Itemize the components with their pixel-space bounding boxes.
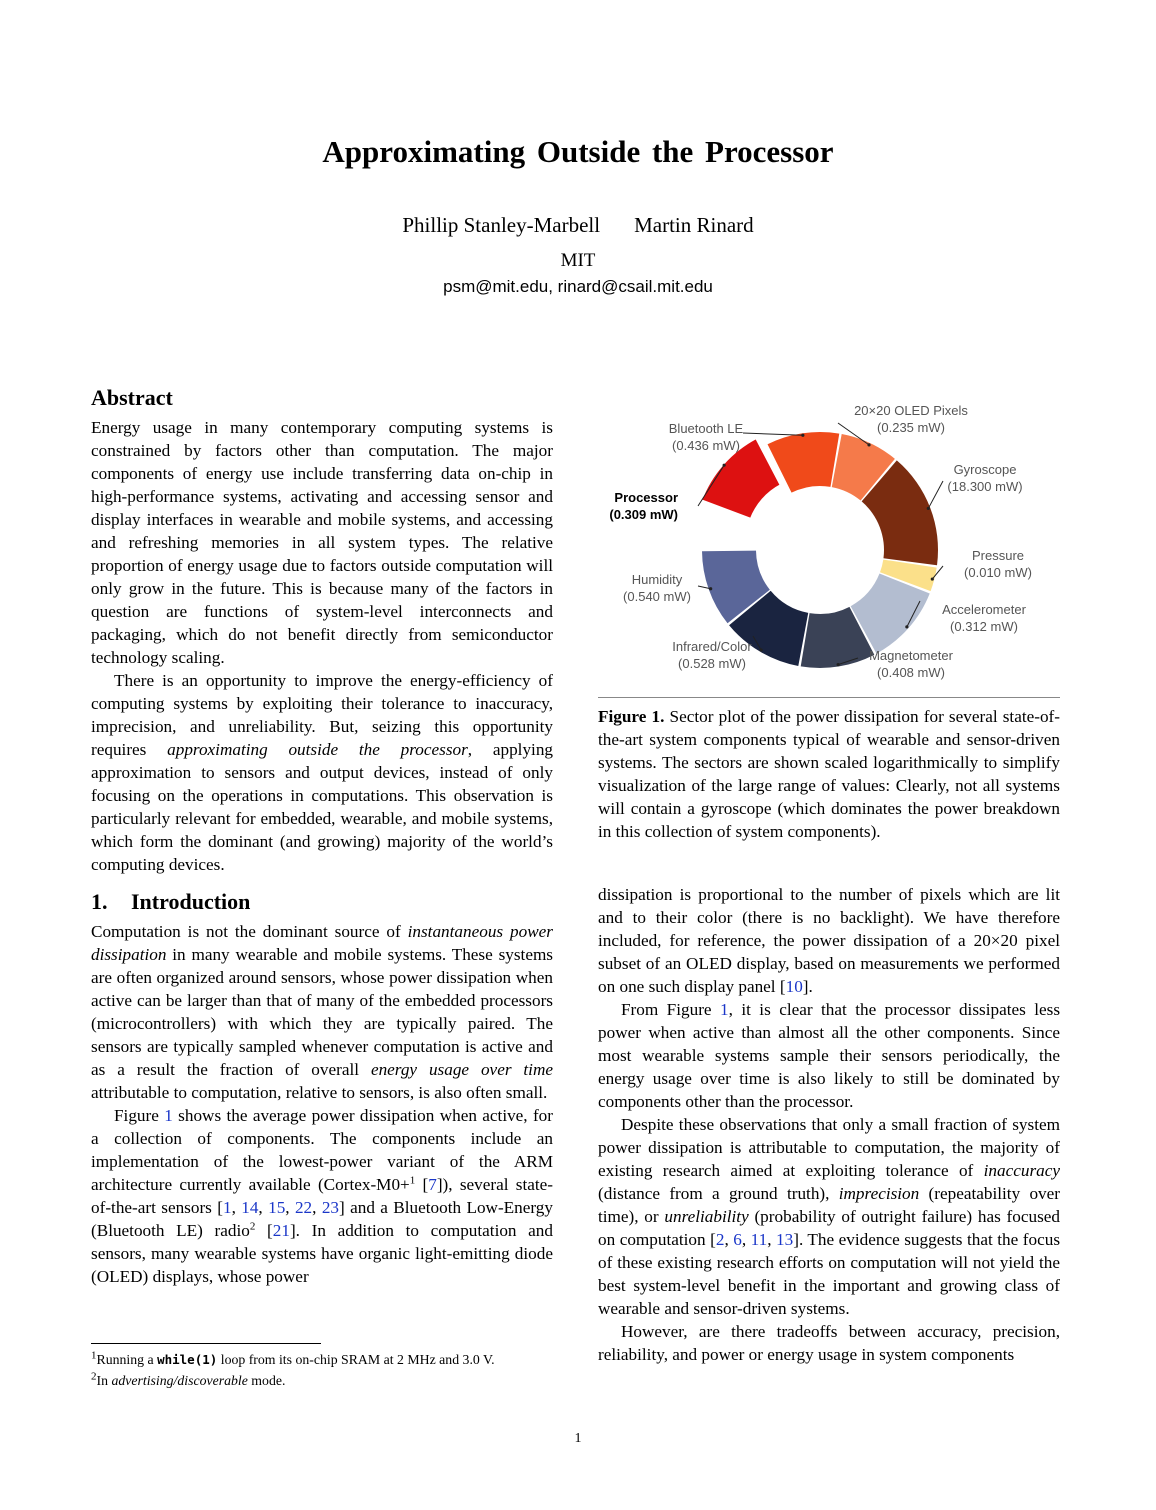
section-heading-introduction: 1. Introduction <box>91 889 251 914</box>
citation-link[interactable]: 22 <box>294 1198 313 1217</box>
citation-link[interactable]: 13 <box>776 1230 794 1249</box>
abstract-heading: Abstract <box>91 385 173 410</box>
body-paragraph: Despite these observations that only a small fraction of system power dissipation is attributable to computation, the majority of existing research aimed at exploiting tolerance of inaccuracy (distance from a ground truth), imprecision (repeatability over time), or unreliability (probability of outright failure) has focused on computation [2, 6, 11, 13]. The evidence suggests that the focus of these existing research efforts on computation will not yield the best system-level benefit in the important and growing class of wearable and sensor-driven systems. <box>598 1115 1061 1318</box>
paper-title: Approximating Outside the Processor <box>322 134 834 169</box>
donut-chart <box>598 396 1060 688</box>
citation-link[interactable]: 21 <box>272 1221 290 1240</box>
leader-dot <box>837 663 840 666</box>
author-emails: psm@mit.edu, rinard@csail.mit.edu <box>443 277 713 296</box>
intro-paragraph: Figure 1 shows the average power dissipation when active, for a collection of components. The components include an implementation of the lowest-power variant of the ARM architecture currently available (Cortex-M0+$^1$ [7]), several state-of-the-art sensors [1, 14, 15, 22, 23] and a Bluetooth Low-Energy (Bluetooth LE) radio$^2$ [21]. In addition to computation and sensors, many wearable systems have organic light-emitting diode (OLED) displays, whose power <box>91 1106 553 1286</box>
figure-caption: Figure 1. Sector plot of the power dissipation for several state-of-the-art system components typical of wearable and sensor-driven systems. The sectors are shown scaled logarithmically to simplify visualization of the large range of values: Clearly, not all systems will contain a gyroscope (which dominates the power breakdown in this collection of system components). <box>598 707 1060 841</box>
left-column <box>91 384 553 1288</box>
leader-dot <box>931 577 934 580</box>
footnote: $^2$In advertising/discoverable mode. <box>91 1370 286 1388</box>
citation-link[interactable]: 6 <box>733 1230 742 1249</box>
author-list <box>0 213 1156 238</box>
figure-1-sector-plot <box>598 396 1060 688</box>
leader-dot <box>723 464 726 467</box>
slice-value-label: (0.408 mW) <box>877 665 945 680</box>
slice-name-label: Infrared/Color <box>672 639 752 654</box>
citation-link[interactable]: 23 <box>321 1198 339 1217</box>
leader-dot <box>905 625 908 628</box>
slice-name-label: Magnetometer <box>869 648 953 663</box>
author-name: Phillip Stanley-Marbell <box>402 213 601 237</box>
citation-link[interactable]: 15 <box>268 1198 286 1217</box>
slice-name-label: Processor <box>614 490 678 505</box>
footnote-marker[interactable]: 2 <box>249 1220 256 1233</box>
slice-value-label: (0.235 mW) <box>877 420 945 435</box>
leader-line <box>743 433 803 435</box>
citation-link[interactable]: 2 <box>715 1230 725 1249</box>
figure-label: Figure 1. <box>598 707 665 726</box>
body-paragraph: From Figure 1, it is clear that the processor dissipates less power when active than almost all the other components. Since most wearable systems sample their sensors periodically, the energy usage over time is also likely to still be dominated by components other than the processor. <box>598 1000 1061 1111</box>
slice-name-label: Accelerometer <box>942 602 1026 617</box>
leader-dot <box>867 443 870 446</box>
figure-rule <box>598 697 1060 698</box>
author-name: Martin Rinard <box>634 213 754 237</box>
footnote-marker[interactable]: 1 <box>409 1174 416 1187</box>
citation-link[interactable]: 11 <box>750 1230 768 1249</box>
slice-value-label: (18.300 mW) <box>947 479 1023 494</box>
page-number: 1 <box>574 1431 582 1446</box>
body-paragraph: However, are there tradeoffs between accuracy, precision, reliability, and power or energy usage in system components <box>598 1322 1060 1364</box>
slice-name-label: Humidity <box>631 572 683 587</box>
footnote-rule <box>91 1343 321 1344</box>
citation-link[interactable]: 1 <box>222 1198 232 1217</box>
footnote: $^1$Running a while(1) loop from its on-chip SRAM at 2 MHz and 3.0 V. <box>91 1349 495 1367</box>
intro-paragraph: Computation is not the dominant source of instantaneous power dissipation in many wearable and mobile systems. These systems are often organized around sensors, whose power dissipation when active can be larger than that of many of the embedded processors (microcontrollers) with which they are typically paired. The sensors are typically sampled whenever computation is active and as a result the fraction of overall energy usage over time attributable to computation, relative to sensors, is also often small. <box>91 922 554 1102</box>
figure-reference-link[interactable]: 1 <box>720 1000 729 1019</box>
figure-reference-link[interactable]: 1 <box>164 1106 173 1125</box>
leader-line <box>928 481 943 508</box>
slice-value-label: (0.528 mW) <box>678 656 746 671</box>
slice-name-label: 20×20 OLED Pixels <box>854 403 968 418</box>
citation-link[interactable]: 14 <box>241 1198 259 1217</box>
right-column <box>598 883 1060 1366</box>
abstract-paragraph: There is an opportunity to improve the energy-efficiency of computing systems by exploiting their tolerance to inaccuracy, imprecision, and unreliability. But, seizing this opportunity requires approximating outside the processor, applying approximation to sensors and output devices, instead of only focusing on the operations in computations. This observation is particularly relevant for embedded, wearable, and mobile systems, which form the dominant (and growing) majority of the world’s computing devices. <box>91 671 554 874</box>
slice-value-label: (0.312 mW) <box>950 619 1018 634</box>
abstract-paragraph: Energy usage in many contemporary computing systems is constrained by factors other than computation. The major components of energy use include transferring data on-chip in high-performance systems, activating and accessing sensor and display interfaces in wearable and mobile systems, and accessing and refreshing memories in all system types. The relative proportion of energy usage due to factors outside computation will only grow in the future. This is because many of the factors in question are functions of system-level interconnects and packaging, which do not benefit directly from semiconductor technology scaling. <box>91 418 553 667</box>
slice-value-label: (0.309 mW) <box>609 507 678 522</box>
body-paragraph: dissipation is proportional to the number of pixels which are lit and to their color (there is no backlight). We have therefore included, for reference, the power dissipation of a 20×20 pixel subset of an OLED display, based on measurements we performed on one such display panel [10]. <box>598 885 1060 996</box>
leader-dot <box>801 434 804 437</box>
leader-dot <box>760 648 763 651</box>
slice-value-label: (0.436 mW) <box>672 438 740 453</box>
slice-name-label: Pressure <box>971 548 1025 563</box>
leader-dot <box>927 507 930 510</box>
footnotes <box>91 1349 561 1391</box>
affiliation: MIT <box>560 250 596 271</box>
citation-link[interactable]: 10 <box>785 977 803 996</box>
citation-link[interactable]: 7 <box>428 1175 437 1194</box>
slice-value-label: (0.540 mW) <box>623 589 691 604</box>
slice-name-label: Gyroscope <box>953 462 1017 477</box>
slice-name-label: Bluetooth LE <box>668 421 744 436</box>
leader-dot <box>709 587 712 590</box>
slice-value-label: (0.010 mW) <box>964 565 1032 580</box>
